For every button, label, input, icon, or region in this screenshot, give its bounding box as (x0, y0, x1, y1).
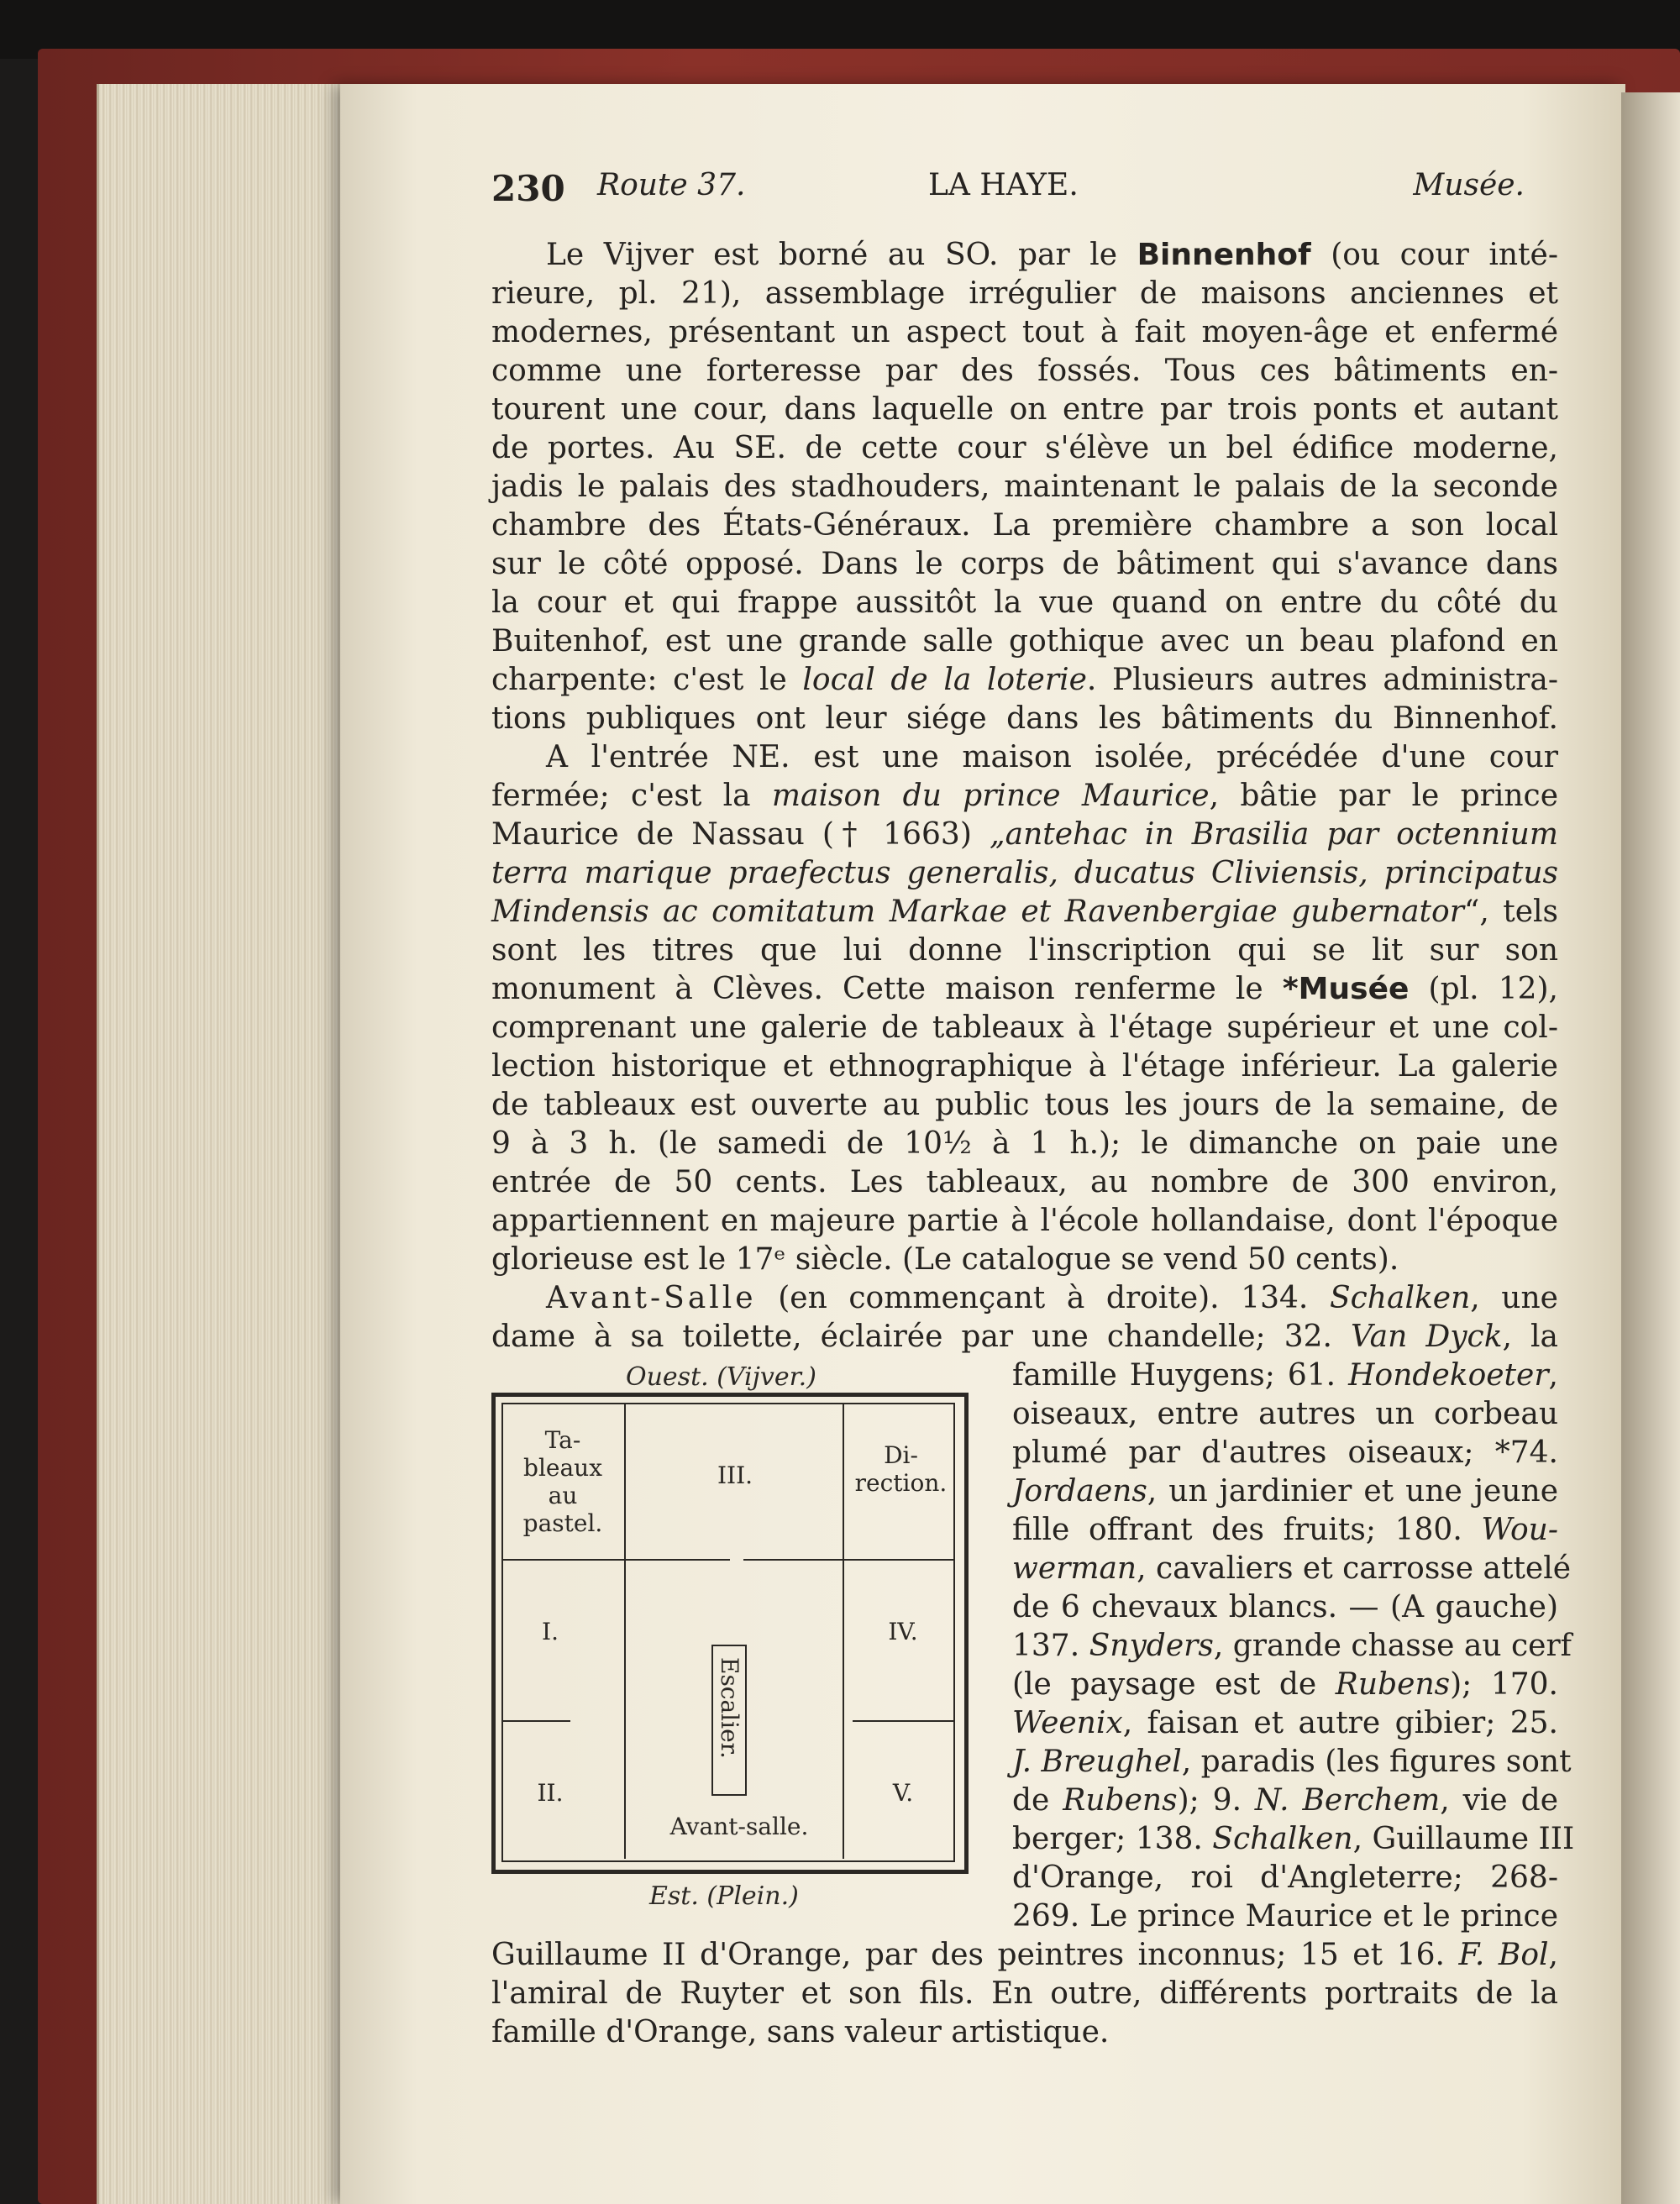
room-III: III. (717, 1461, 753, 1489)
text-line: 137. Snyders, grande chasse au cerf (1012, 1629, 1572, 1663)
page-number: 230 (491, 168, 565, 209)
plan-wall (743, 1559, 953, 1561)
text-line: de 6 chevaux blancs. — (A gauche) (1012, 1590, 1558, 1624)
text-line: sont les titres que lui donne l'inscription qui se lit sur son (491, 933, 1558, 968)
page-edges (97, 84, 368, 2204)
text-line: entrée de 50 cents. Les tableaux, au nombre de 300 environ, (491, 1165, 1558, 1199)
text-line: la cour et qui frappe aussitôt la vue quand on entre du côté du (491, 585, 1558, 620)
text-line: charpente: c'est le local de la loterie. Plusieurs autres administra- (491, 663, 1558, 697)
text-line: (le paysage est de Rubens); 170. (1012, 1667, 1558, 1702)
text-line: appartiennent en majeure partie à l'école hollandaise, dont l'époque (491, 1204, 1558, 1238)
room-V: V. (892, 1779, 914, 1807)
room-direction: Di- rection. (854, 1441, 948, 1497)
text-line: oiseaux, entre autres un corbeau (1012, 1397, 1558, 1431)
text-line: fermée; c'est la maison du prince Maurice, bâtie par le prince (491, 779, 1558, 813)
text-line: A l'entrée NE. est une maison isolée, précédée d'une cour (546, 740, 1558, 774)
text-line: Buitenhof, est une grande salle gothique avec un beau plafond en (491, 624, 1558, 659)
section-title: Musée. (1413, 168, 1525, 202)
text-line: rieure, pl. 21), assemblage irrégulier de maisons anciennes et (491, 276, 1558, 311)
running-header (491, 168, 1525, 210)
text-line: Guillaume II d'Orange, par des peintres inconnus; 15 et 16. F. Bol, (491, 1938, 1558, 1972)
plan-caption-top: Ouest. (Vijver.) (626, 1362, 816, 1392)
text-line: J. Breughel, paradis (les figures sont (1012, 1745, 1572, 1779)
text-line: lection historique et ethnographique à l'étage inférieur. La galerie (491, 1049, 1558, 1084)
text-line: modernes, présentant un aspect tout à fait moyen-âge et enfermé (491, 315, 1558, 349)
text-line: Mindensis ac comitatum Markae et Ravenbergiae gubernator“, tels (491, 895, 1558, 929)
text-line: berger; 138. Schalken, Guillaume III (1012, 1822, 1575, 1856)
text-line: monument à Clèves. Cette maison renferme le *Musée (pl. 12), (491, 972, 1558, 1006)
text-line: Weenix, faisan et autre gibier; 25. (1012, 1706, 1558, 1740)
plan-wall (843, 1404, 844, 1859)
text-line: werman, cavaliers et carrosse attelé (1012, 1551, 1572, 1586)
text-line: comprenant une galerie de tableaux à l'étage supérieur et une col- (491, 1010, 1558, 1045)
floor-plan (491, 1393, 970, 1876)
text-line: tourent une cour, dans laquelle on entre par trois ponts et autant (491, 392, 1558, 427)
room-avant-salle: Avant-salle. (669, 1813, 809, 1840)
room-IV: IV. (888, 1618, 918, 1645)
plan-wall (503, 1720, 570, 1722)
text-line: de Rubens); 9. N. Berchem, vie de (1012, 1783, 1558, 1818)
text-line: de portes. Au SE. de cette cour s'élève un bel édifice moderne, (491, 431, 1558, 465)
text-line: Avant-Salle (en commençant à droite). 134. Schalken, une (546, 1281, 1558, 1315)
plan-wall (853, 1720, 953, 1722)
plan-wall (624, 1404, 626, 1859)
text-line: Le Vijver est borné au SO. par le Binnenhof (ou cour inté- (546, 238, 1558, 272)
text-line: 269. Le prince Maurice et le prince (1012, 1899, 1558, 1934)
text-line: de tableaux est ouverte au public tous les jours de la semaine, de (491, 1088, 1558, 1122)
route-label: Route 37. (597, 168, 746, 202)
text-line: tions publiques ont leur siége dans les bâtiments du Binnenhof. (491, 701, 1558, 736)
text-line: comme une forteresse par des fossés. Tous ces bâtiments en- (491, 354, 1558, 388)
text-line: plumé par d'autres oiseaux; *74. (1012, 1435, 1558, 1470)
text-line: jadis le palais des stadhouders, maintenant le palais de la seconde (491, 470, 1558, 504)
text-line: dame à sa toilette, éclairée par une chandelle; 32. Van Dyck, la (491, 1320, 1558, 1354)
plan-caption-bottom: Est. (Plein.) (649, 1881, 799, 1911)
text-line: d'Orange, roi d'Angleterre; 268- (1012, 1860, 1558, 1895)
city-title: LA HAYE. (928, 168, 1079, 202)
text-line: l'amiral de Ruyter et son fils. En outre, différents portraits de la (491, 1976, 1558, 2011)
text-line: terra marique praefectus generalis, ducatus Cliviensis, principatus (491, 856, 1558, 890)
text-line: 9 à 3 h. (le samedi de 10½ à 1 h.); le dimanche on paie une (491, 1126, 1558, 1161)
text-line: chambre des États-Généraux. La première chambre a son local (491, 508, 1558, 543)
room-tableaux-pastel: Ta- bleaux au pastel. (522, 1426, 603, 1537)
text-line: famille Huygens; 61. Hondekoeter, (1012, 1358, 1558, 1393)
text-line: glorieuse est le 17ᵉ siècle. (Le catalogue se vend 50 cents). (491, 1242, 1399, 1277)
room-II: II. (537, 1779, 564, 1807)
plan-wall (503, 1559, 730, 1561)
room-I: I. (542, 1618, 559, 1645)
room-escalier: Escalier. (716, 1657, 743, 1759)
next-page-edge (1621, 92, 1680, 2204)
text-line: Jordaens, un jardinier et une jeune (1012, 1474, 1558, 1509)
text-line: famille d'Orange, sans valeur artistique. (491, 2015, 1110, 2049)
text-line: sur le côté opposé. Dans le corps de bâtiment qui s'avance dans (491, 547, 1558, 581)
text-line: Maurice de Nassau († 1663) „antehac in Brasilia par octennium (491, 817, 1558, 852)
text-line: fille offrant des fruits; 180. Wou- (1012, 1513, 1558, 1547)
